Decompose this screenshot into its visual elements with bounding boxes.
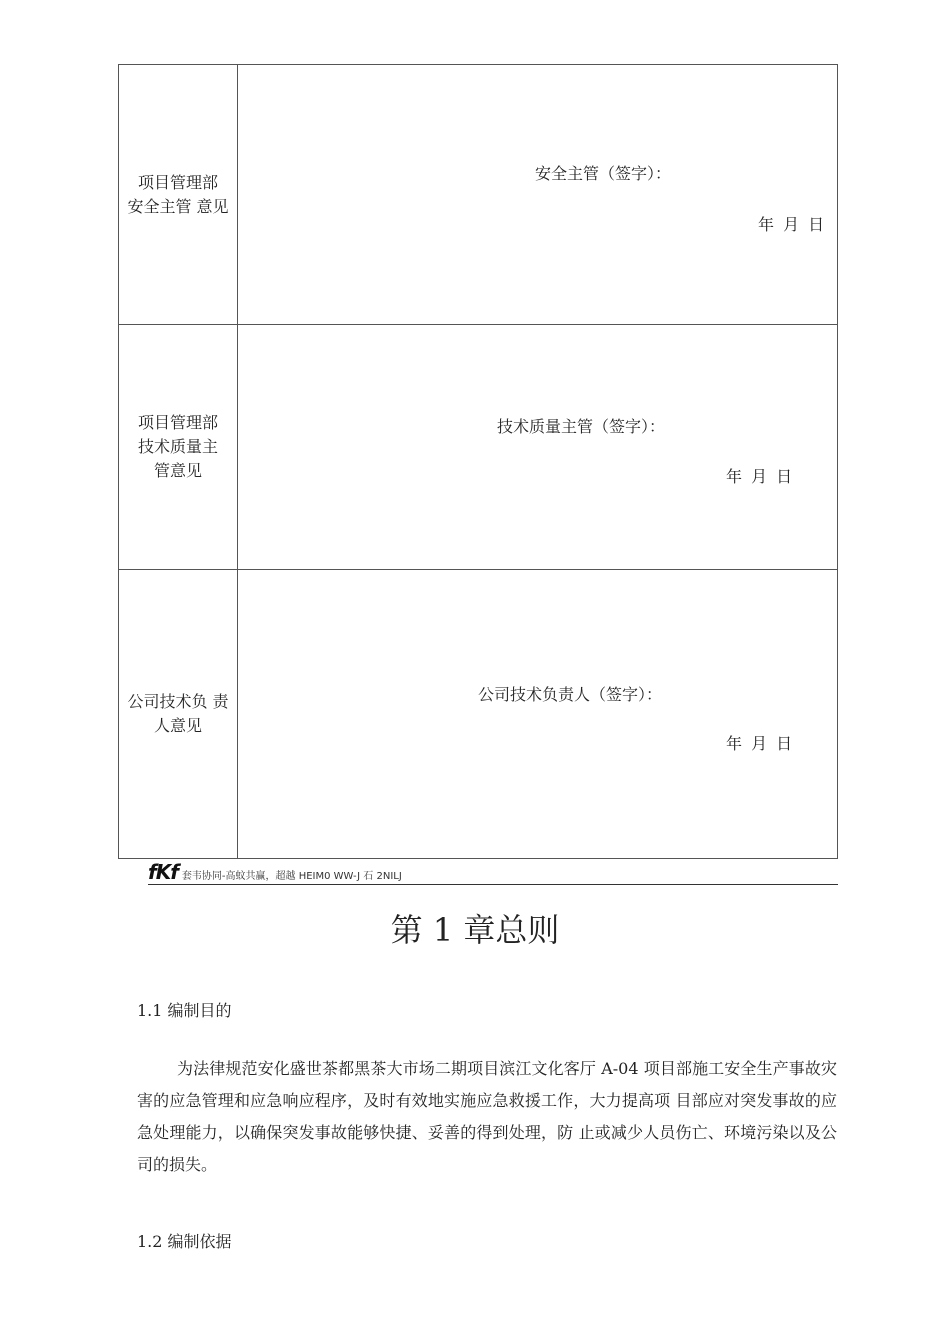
signature-area — [238, 325, 837, 569]
row-label-line: 安全主管 意见 — [127, 196, 229, 216]
row-label-line: 项目管理部 — [137, 413, 218, 432]
header-divider — [148, 884, 838, 885]
company-logo: fKf — [148, 860, 178, 884]
signature-label: 技术质量主管（签字）： — [497, 417, 666, 436]
signature-date: 年 月 日 — [726, 467, 795, 486]
approval-row-tech-quality — [119, 324, 837, 569]
approval-row-safety — [119, 65, 837, 324]
row-label-line: 公司技术负 责 — [127, 692, 229, 711]
signature-area — [238, 570, 837, 858]
approval-table — [118, 64, 838, 859]
signature-label: 公司技术负责人（签字）： — [478, 685, 663, 704]
row-label — [119, 570, 238, 858]
row-label — [119, 65, 238, 324]
section-heading-purpose: 1.1 编制目的 — [137, 1001, 232, 1020]
signature-label: 安全主管（签字）： — [535, 164, 672, 183]
signature-date: 年 月 日 — [726, 734, 795, 753]
approval-row-company-tech — [119, 569, 837, 858]
row-label — [119, 325, 238, 569]
row-label-line: 人意见 — [153, 716, 202, 735]
row-label-line: 管意见 — [153, 461, 202, 480]
signature-date: 年 月 日 — [758, 215, 827, 234]
row-label-line: 技术质量主 — [137, 437, 218, 456]
section-heading-basis: 1.2 编制依据 — [137, 1232, 232, 1251]
section-body-purpose: 为法律规范安化盛世茶都黑茶大市场二期项目滨江文化客厅 A-04 项目部施工安全生产事故灾害的应急管理和应急响应程序，及时有效地实施应急救援工作，大力提高项 目部应对突发事故的应急处理能力，以确保突发事故能够快捷、妥善的得到处理，防 止或减少人员伤亡、环境污染以及公司的损失。 — [137, 1059, 837, 1174]
chapter-title: 第 1 章总则 — [390, 911, 560, 949]
signature-area — [238, 65, 837, 324]
company-header — [148, 860, 402, 884]
row-label-line: 项目管理部 — [137, 172, 218, 192]
company-tagline: 套韦协同-高蚊共赢，超越 HEIM0 WW-J 石 2NILJ — [181, 871, 402, 882]
